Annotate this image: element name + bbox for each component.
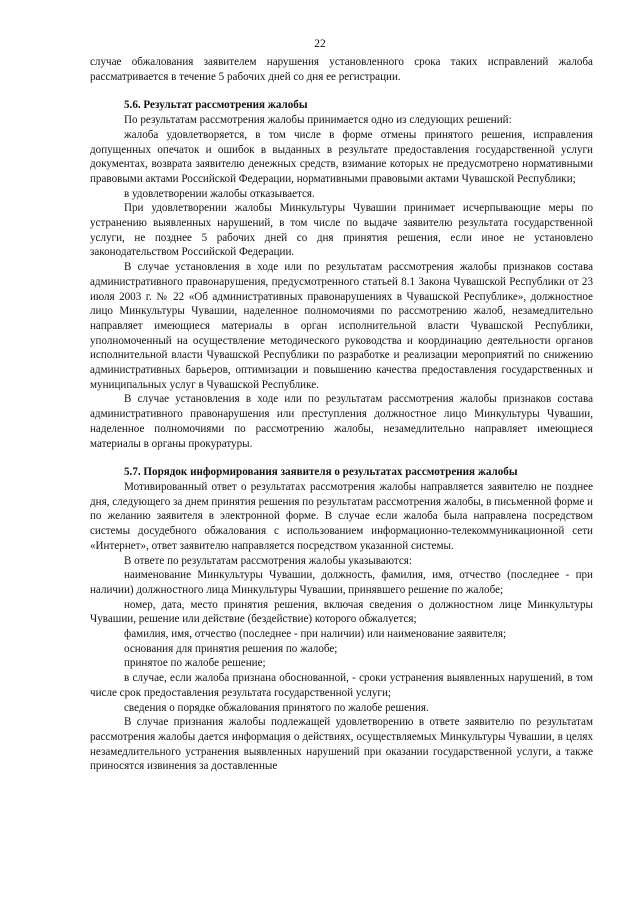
paragraph: В ответе по результатам рассмотрения жалобы указываются: [124,554,412,567]
section-heading: 5.7. Порядок информирования заявителя о результатах рассмотрения жалобы [124,466,518,479]
paragraph: Мотивированный ответ о результатах рассмотрения жалобы направляется заявителю не позднее дня, следующего за днем принятия решения по результатам рассмотрения жалобы, в письменной форме и по желанию заявителя в электронной форме. В случае если жалоба была направлена посредством системы досудебного обжалования с использованием информационно-телекоммуникационной сети «Интернет», ответ заявителю направляется посредством указанной системы. [90,480,593,552]
paragraph: жалоба удовлетворяется, в том числе в форме отмены принятого решения, исправления допущенных опечаток и ошибок в выданных в результате предоставления государственной услуги документах, возврата заявителю денежных средств, взимание которых не предусмотрено нормативными правовыми актами Российской Федерации, нормативными правовыми актами Чувашской Республики; [90,128,593,185]
spacer [90,451,593,465]
paragraph: В случае признания жалобы подлежащей удовлетворению в ответе заявителю по результатам рассмотрения жалобы дается информация о действиях, осуществляемых Минкультуры Чувашии, в целях незамедлительного устранения выявленных нарушений при оказании государственной услуги, а также приносятся извинения за доставленные [90,716,593,773]
paragraph: По результатам рассмотрения жалобы принимается одно из следующих решений: [124,114,512,127]
paragraph: сведения о порядке обжалования принятого по жалобе решения. [124,701,429,714]
page-number: 22 [314,38,326,50]
paragraph: принятое по жалобе решение; [124,657,266,670]
paragraph: В случае установления в ходе или по результатам рассмотрения жалобы признаков состава административного правонарушения, предусмотренного статьей 8.1 Закона Чувашской Республики от 23 июля 2003 г. № 22 «Об административных правонарушениях в Чувашской Республике», должностное лицо Минкультуры Чувашии, наделенное полномочиями по рассмотрению жалоб, незамедлительно направляет имеющиеся материалы в орган исполнительной власти Чувашской Республики, уполномоченный на осуществление методического руководства и координацию деятельности органов исполнительной власти Чувашской Республики по разработке и реализации мероприятий по снижению административных барьеров, оптимизации и повышению качества предоставления государственных и муниципальных услуг в Чувашской Республике. [90,261,593,391]
paragraph: в случае, если жалоба признана обоснованной, - сроки устранения выявленных нарушений, в том числе срок предоставления результата государственной услуги; [90,672,593,699]
spacer [90,84,593,98]
paragraph: При удовлетворении жалобы Минкультуры Чувашии принимает исчерпывающие меры по устранению выявленных нарушений, в том числе по выдаче заявителю результата государственной услуги, не позднее 5 рабочих дней со дня принятия решения, если иное не установлено законодательством Российской Федерации. [90,202,593,259]
paragraph: в удовлетворении жалобы отказывается. [124,187,315,200]
paragraph: номер, дата, место принятия решения, включая сведения о должностном лице Минкультуры Чувашии, решение или действие (бездействие) которого обжалуется; [90,598,593,626]
paragraph: фамилия, имя, отчество (последнее - при наличии) или наименование заявителя; [124,628,507,641]
paragraph: основания для принятия решения по жалобе; [124,642,338,655]
section-heading: 5.6. Результат рассмотрения жалобы [124,99,308,112]
paragraph: наименование Минкультуры Чувашии, должность, фамилия, имя, отчество (последнее - при наличии) должностного лица Минкультуры Чувашии, принявшего решение по жалобе; [90,569,593,596]
paragraph: В случае установления в ходе или по результатам рассмотрения жалобы признаков состава административного правонарушения или преступления должностное лицо Минкультуры Чувашии, наделенное полномочиями по рассмотрению жалобы, незамедлительно направляет имеющиеся материалы в органы прокуратуры. [90,393,593,450]
paragraph: случае обжалования заявителем нарушения установленного срока таких исправлений жалоба рассматривается в течение 5 рабочих дней со дня ее регистрации. [90,56,593,83]
document-body [90,55,593,774]
